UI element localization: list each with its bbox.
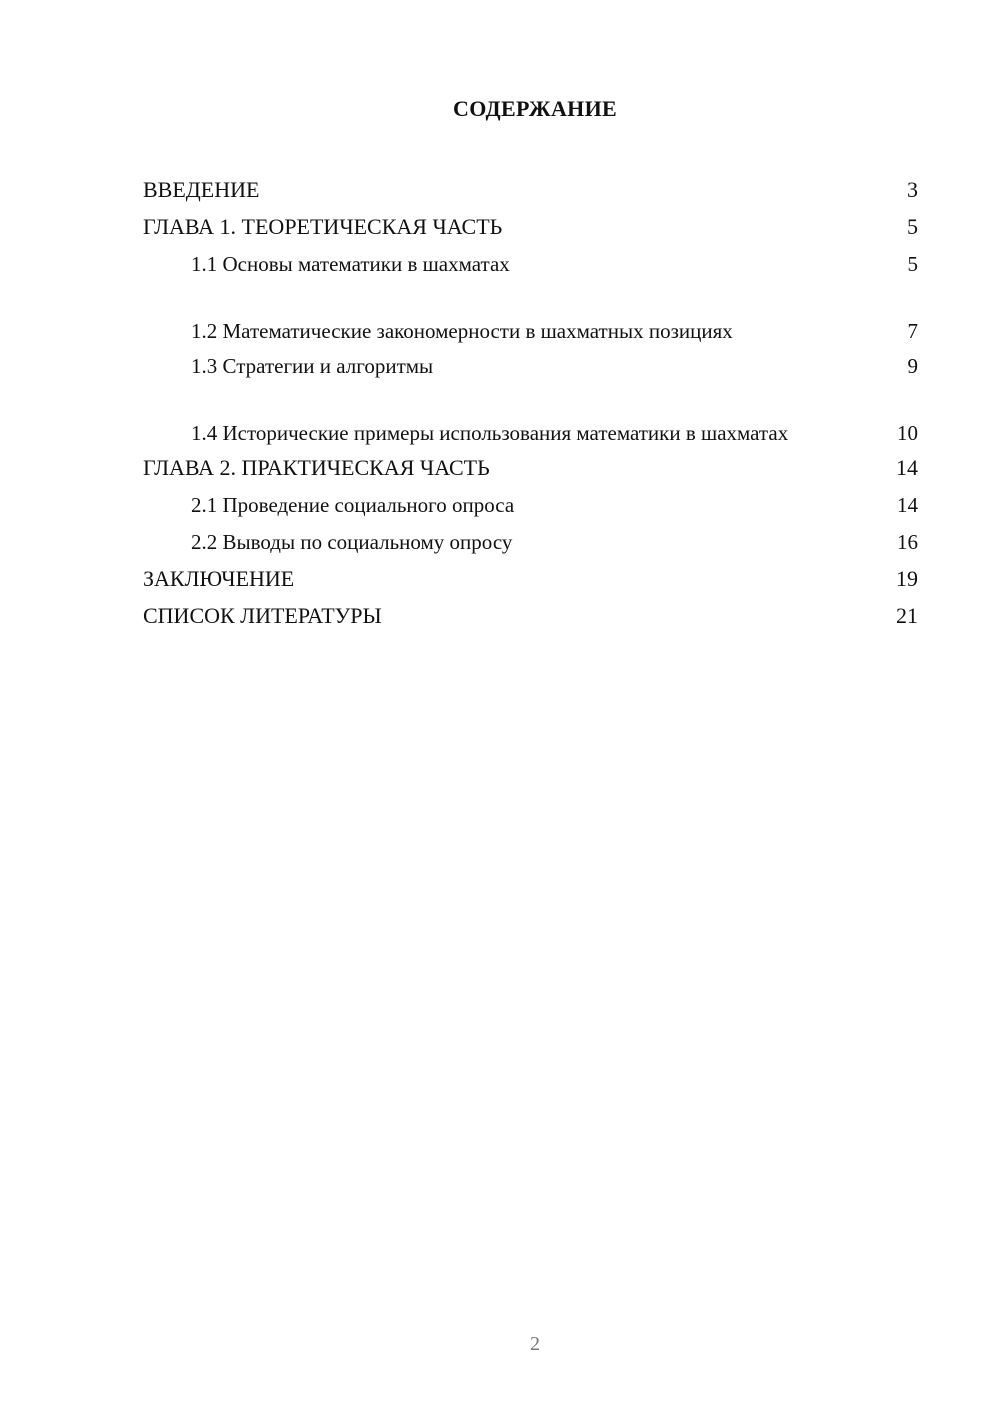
toc-entry-page: 5 bbox=[907, 214, 918, 239]
toc-entry-chapter-2[interactable] bbox=[143, 446, 918, 483]
toc-entry-introduction[interactable] bbox=[143, 168, 918, 205]
page-title: СОДЕРЖАНИЕ bbox=[453, 96, 617, 121]
toc-entry-label: СПИСОК ЛИТЕРАТУРЫ bbox=[143, 603, 382, 628]
toc-entry-section-1-3[interactable] bbox=[143, 344, 918, 381]
toc-entry-section-1-1[interactable] bbox=[143, 242, 918, 279]
toc-entry-page: 9 bbox=[907, 354, 918, 378]
toc-entry-page: 21 bbox=[896, 603, 918, 628]
toc-entry-label: 2.1 Проведение социального опроса bbox=[191, 493, 515, 517]
toc-entry-label: ГЛАВА 1. ТЕОРЕТИЧЕСКАЯ ЧАСТЬ bbox=[143, 214, 503, 239]
toc-entry-page: 3 bbox=[907, 177, 918, 202]
toc-entry-page: 16 bbox=[897, 530, 918, 554]
toc-entry-section-1-2[interactable] bbox=[143, 279, 918, 344]
toc-entry-label: ГЛАВА 2. ПРАКТИЧЕСКАЯ ЧАСТЬ bbox=[143, 455, 490, 480]
toc-entry-bibliography[interactable] bbox=[143, 594, 918, 631]
toc-entry-page: 19 bbox=[896, 566, 918, 591]
toc-entry-conclusion[interactable] bbox=[143, 557, 918, 594]
toc-entry-label: 1.3 Стратегии и алгоритмы bbox=[191, 354, 434, 378]
toc-entry-label: 1.2 Математические закономерности в шахматных позициях bbox=[191, 319, 733, 343]
toc-entry-page: 14 bbox=[897, 493, 918, 517]
toc-entry-label: 1.1 Основы математики в шахматах bbox=[191, 252, 510, 276]
toc-entry-chapter-1[interactable] bbox=[143, 205, 918, 242]
toc-entry-page: 7 bbox=[907, 319, 918, 343]
toc-entry-section-1-4[interactable] bbox=[143, 381, 918, 446]
toc-entry-section-2-1[interactable] bbox=[143, 483, 918, 520]
page-number: 2 bbox=[530, 1333, 540, 1355]
toc-entry-label: 1.4 Исторические примеры использования математики в шахматах bbox=[191, 421, 789, 445]
toc-entry-label: 2.2 Выводы по социальному опросу bbox=[191, 530, 513, 554]
toc-entry-page: 10 bbox=[897, 421, 918, 445]
toc-entry-page: 5 bbox=[907, 252, 918, 276]
table-of-contents bbox=[143, 168, 918, 631]
toc-entry-label: ВВЕДЕНИЕ bbox=[143, 177, 260, 202]
toc-entry-label: ЗАКЛЮЧЕНИЕ bbox=[143, 566, 295, 591]
toc-entry-section-2-2[interactable] bbox=[143, 520, 918, 557]
toc-entry-page: 14 bbox=[896, 455, 918, 480]
